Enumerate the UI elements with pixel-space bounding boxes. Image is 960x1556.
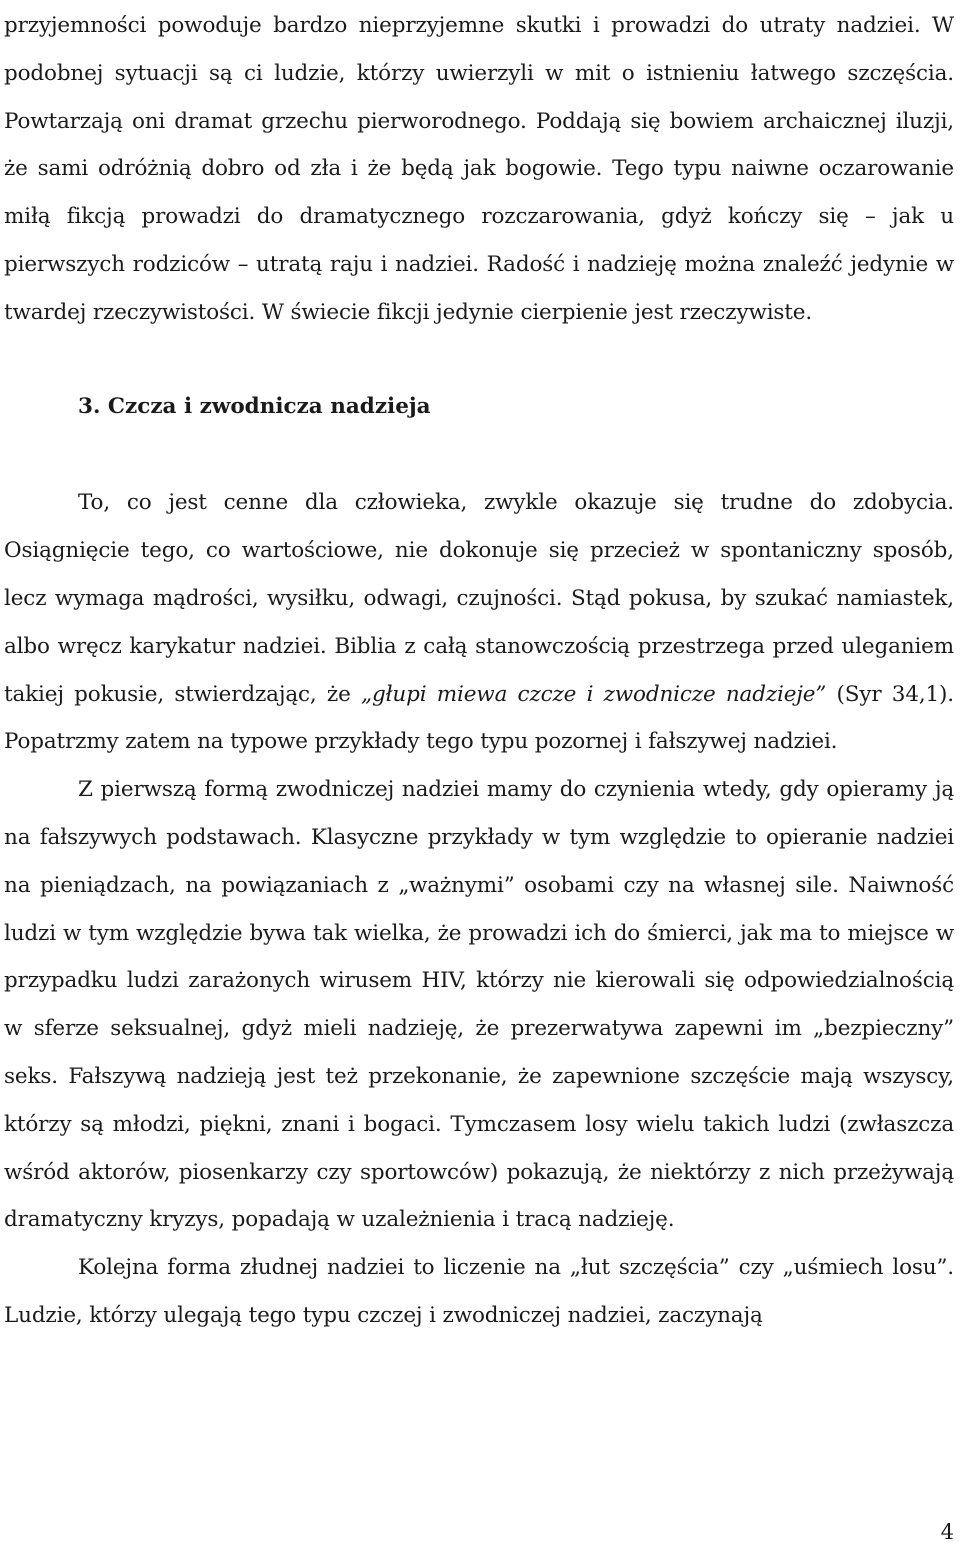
paragraph-4: Kolejna forma złudnej nadziei to liczenie na „łut szczęścia” czy „uśmiech losu”. Ludzie, którzy ulegają tego typu czczej i zwodniczej nadziei, zaczynają (4, 1255, 954, 1328)
bible-quote: „głupi miewa czcze i zwodnicze nadzieje” (361, 681, 827, 707)
section-heading-wrap (4, 383, 954, 431)
paragraph-2-text-a: To, co jest cenne dla człowieka, zwykle okazuje się trudne do zdobycia. Osiągnięcie tego, co wartościowe, nie dokonuje się przecież w spontaniczny sposób, lecz wymaga mądrości, wysiłku, odwagi, czujności. Stąd pokusa, by szukać namiastek, albo wręcz karykatur nadziei. Biblia z całą stanowczością przestrzega przed uleganiem takiej pokusie, stwierdzając, że (4, 490, 954, 707)
paragraph-2 (4, 479, 954, 766)
paragraph-continued: przyjemności powoduje bardzo nieprzyjemne skutki i prowadzi do utraty nadziei. W podobnej sytuacji są ci ludzie, którzy uwierzyli w mit o istnieniu łatwego szczęścia. Powtarzają oni dramat grzechu pierworodnego. Poddają się bowiem archaicznej iluzji, że sami odróżnią dobro od zła i że będą jak bogowie. Tego typu naiwne oczarowanie miłą fikcją prowadzi do dramatycznego rozczarowania, gdyż kończy się – jak u pierwszych rodziców – utratą raju i nadziei. Radość i nadzieję można znaleźć jedynie w twardej rzeczywistości. W świecie fikcji jedynie cierpienie jest rzeczywiste. (4, 13, 954, 325)
section-heading: 3. Czcza i zwodnicza nadzieja (78, 393, 431, 419)
document-page (4, 0, 954, 1340)
paragraph-3: Z pierwszą formą zwodniczej nadziei mamy do czynienia wtedy, gdy opieramy ją na fałszywych podstawach. Klasyczne przykłady w tym względzie to opieranie nadziei na pieniądzach, na powiązaniach z „ważnymi” osobami czy na własnej sile. Naiwność ludzi w tym względzie bywa tak wielka, że prowadzi ich do śmierci, jak ma to miejsce w przypadku ludzi zarażonych wirusem HIV, którzy nie kierowali się odpowiedzialnością w sferze seksualnej, gdyż mieli nadzieję, że prezerwatywa zapewni im „bezpieczny” seks. Fałszywą nadzieją jest też przekonanie, że zapewnione szczęście mają wszyscy, którzy są młodzi, piękni, znani i bogaci. Tymczasem losy wielu takich ludzi (zwłaszcza wśród aktorów, piosenkarzy czy sportowców) pokazują, że niektórzy z nich przeżywają dramatyczny kryzys, popadają w uzależnienia i tracą nadzieję. (4, 777, 954, 1233)
paragraph-2-text-b: (Syr 34,1). Popatrzmy zatem na typowe przykłady tego typu pozornej i fałszywej nadziei. (4, 681, 954, 755)
page-number: 4 (940, 1520, 954, 1544)
